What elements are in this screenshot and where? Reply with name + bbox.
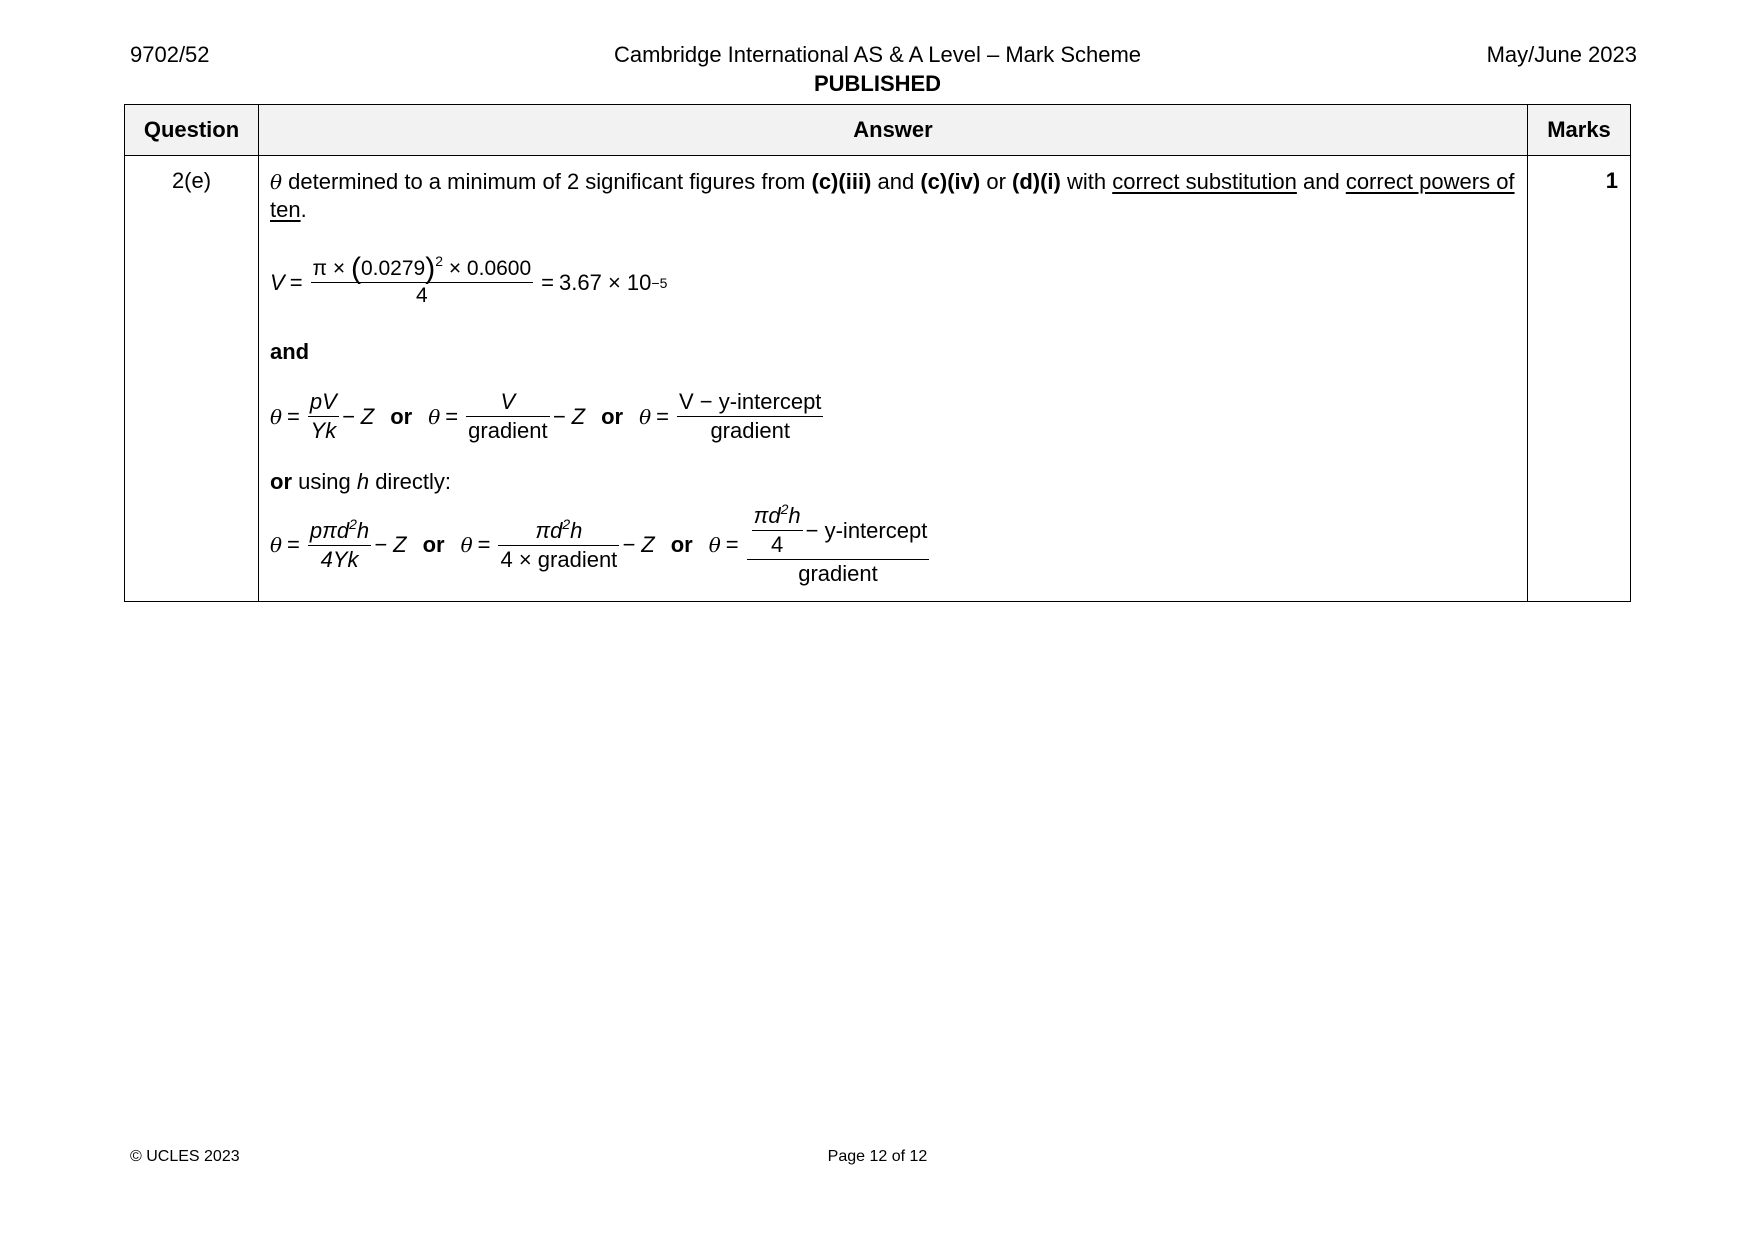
exponent: 2	[780, 501, 789, 517]
inner-fraction	[752, 503, 803, 558]
intro-text: and	[1296, 169, 1346, 194]
denominator: 4 × gradient	[500, 546, 618, 572]
and-word: and	[270, 339, 310, 364]
fraction-v-intercept	[677, 389, 823, 444]
using-h-label	[270, 468, 1515, 495]
numerator-part: πd	[535, 517, 563, 543]
exponent: 2	[349, 515, 357, 532]
correct-substitution: correct substitution	[1112, 169, 1297, 194]
numerator-part: πd	[753, 503, 781, 528]
marks-value: 1	[1528, 156, 1631, 602]
theta-h-equations: θ = $\frac{p\pi d^2h}{4Yk}$ − Z or θ = $\frac{\pi d^2h}{\text{4 × gradient}}$ − Z or θ = $\frac{\pi d^2h}{4}$ − y-intercept gradient	[270, 501, 928, 586]
document-title: Cambridge International AS & A Level – Mark Scheme	[613, 42, 1142, 67]
question-number: 2(e)	[125, 156, 259, 602]
minus-z: − Z	[622, 532, 655, 557]
theta-symbol: θ	[270, 170, 283, 194]
volume-result: 3.67 × 10	[559, 269, 652, 295]
table-row	[125, 156, 1631, 602]
answer-intro	[270, 168, 1515, 223]
diameter-value: 0.0279	[360, 257, 426, 280]
numerator-part: h	[356, 517, 370, 543]
or-word: or	[390, 403, 413, 429]
exponent: 2	[562, 515, 571, 532]
numerator: V − y-intercept	[677, 389, 823, 417]
denominator: gradient	[798, 561, 878, 586]
intro-text: determined to a minimum of 2 significant figures from	[282, 169, 812, 194]
or-word: or	[601, 403, 624, 429]
mark-scheme-table	[124, 104, 1631, 602]
fraction-nested-intercept	[747, 503, 930, 587]
minus-z: − Z	[552, 403, 586, 429]
and-label	[270, 338, 1515, 365]
numerator: pV	[308, 389, 339, 417]
minus-z: − Z	[341, 403, 375, 429]
fraction-v-gradient	[466, 389, 550, 444]
intro-text: .	[300, 197, 307, 222]
table-header-row	[125, 105, 1631, 156]
ref-c-iv: (c)(iv)	[920, 169, 981, 194]
or-word: or	[670, 532, 693, 557]
intercept-text: − y-intercept	[805, 517, 928, 543]
paper-code: 9702/52	[130, 42, 210, 67]
ref-d-i: (d)(i)	[1012, 169, 1061, 194]
volume-equation: V = $\frac{\pi \times (0.0279)^2 \times 0.0600}{4}$ = 3.67 × 10 −5	[270, 252, 668, 307]
denominator: 4Yk	[320, 546, 359, 572]
question-header: Question	[125, 105, 259, 156]
intro-text: with	[1060, 169, 1113, 194]
numerator-part: pπd	[309, 517, 350, 543]
exam-session: May/June 2023	[1486, 42, 1637, 67]
ref-c-iii: (c)(iii)	[811, 169, 872, 194]
exponent: 2	[435, 253, 443, 269]
numerator: V	[466, 389, 550, 417]
numerator-part: π ×	[312, 257, 351, 280]
denominator: gradient	[710, 418, 790, 443]
denominator: 4	[771, 532, 784, 557]
answer-header: Answer	[259, 105, 1528, 156]
copyright: © UCLES 2023	[130, 1148, 240, 1165]
volume-fraction: $\frac{\pi \times (0.0279)^2 \times 0.0600}{4}$	[312, 252, 532, 307]
fraction-pi-d2h-gradient	[498, 515, 619, 573]
using-text: using	[292, 469, 357, 494]
page-number: Page 12 of 12	[827, 1148, 928, 1165]
theta-equations: θ = $\frac{pV}{Yk}$ − Z or θ = $\frac{V}{\text{gradient}}$ − Z or θ = $\frac{\text{V − y-intercept}}{\text{gradient}}$	[270, 389, 822, 443]
fraction-pv-yk	[308, 389, 339, 444]
denominator: Yk	[310, 418, 337, 443]
or-word: or	[270, 469, 292, 494]
intro-text: and	[871, 169, 921, 194]
intro-text: or	[980, 169, 1013, 194]
numerator-part: h	[788, 503, 801, 528]
marks-header: Marks	[1528, 105, 1631, 156]
or-word: or	[422, 532, 445, 557]
correct-powers-of-ten: correct powers of ten	[270, 169, 1515, 222]
fraction-p-pi-d2h	[308, 515, 371, 573]
numerator-part: h	[570, 517, 583, 543]
length-value: × 0.0600	[443, 257, 532, 280]
answer-cell	[259, 156, 1528, 602]
volume-symbol: V	[270, 269, 285, 295]
denominator: 4	[416, 284, 428, 307]
denominator: gradient	[468, 418, 548, 443]
directly-text: directly:	[369, 469, 451, 494]
h-symbol: h	[356, 469, 370, 494]
minus-z: − Z	[374, 532, 407, 557]
published-label: PUBLISHED	[813, 71, 942, 96]
